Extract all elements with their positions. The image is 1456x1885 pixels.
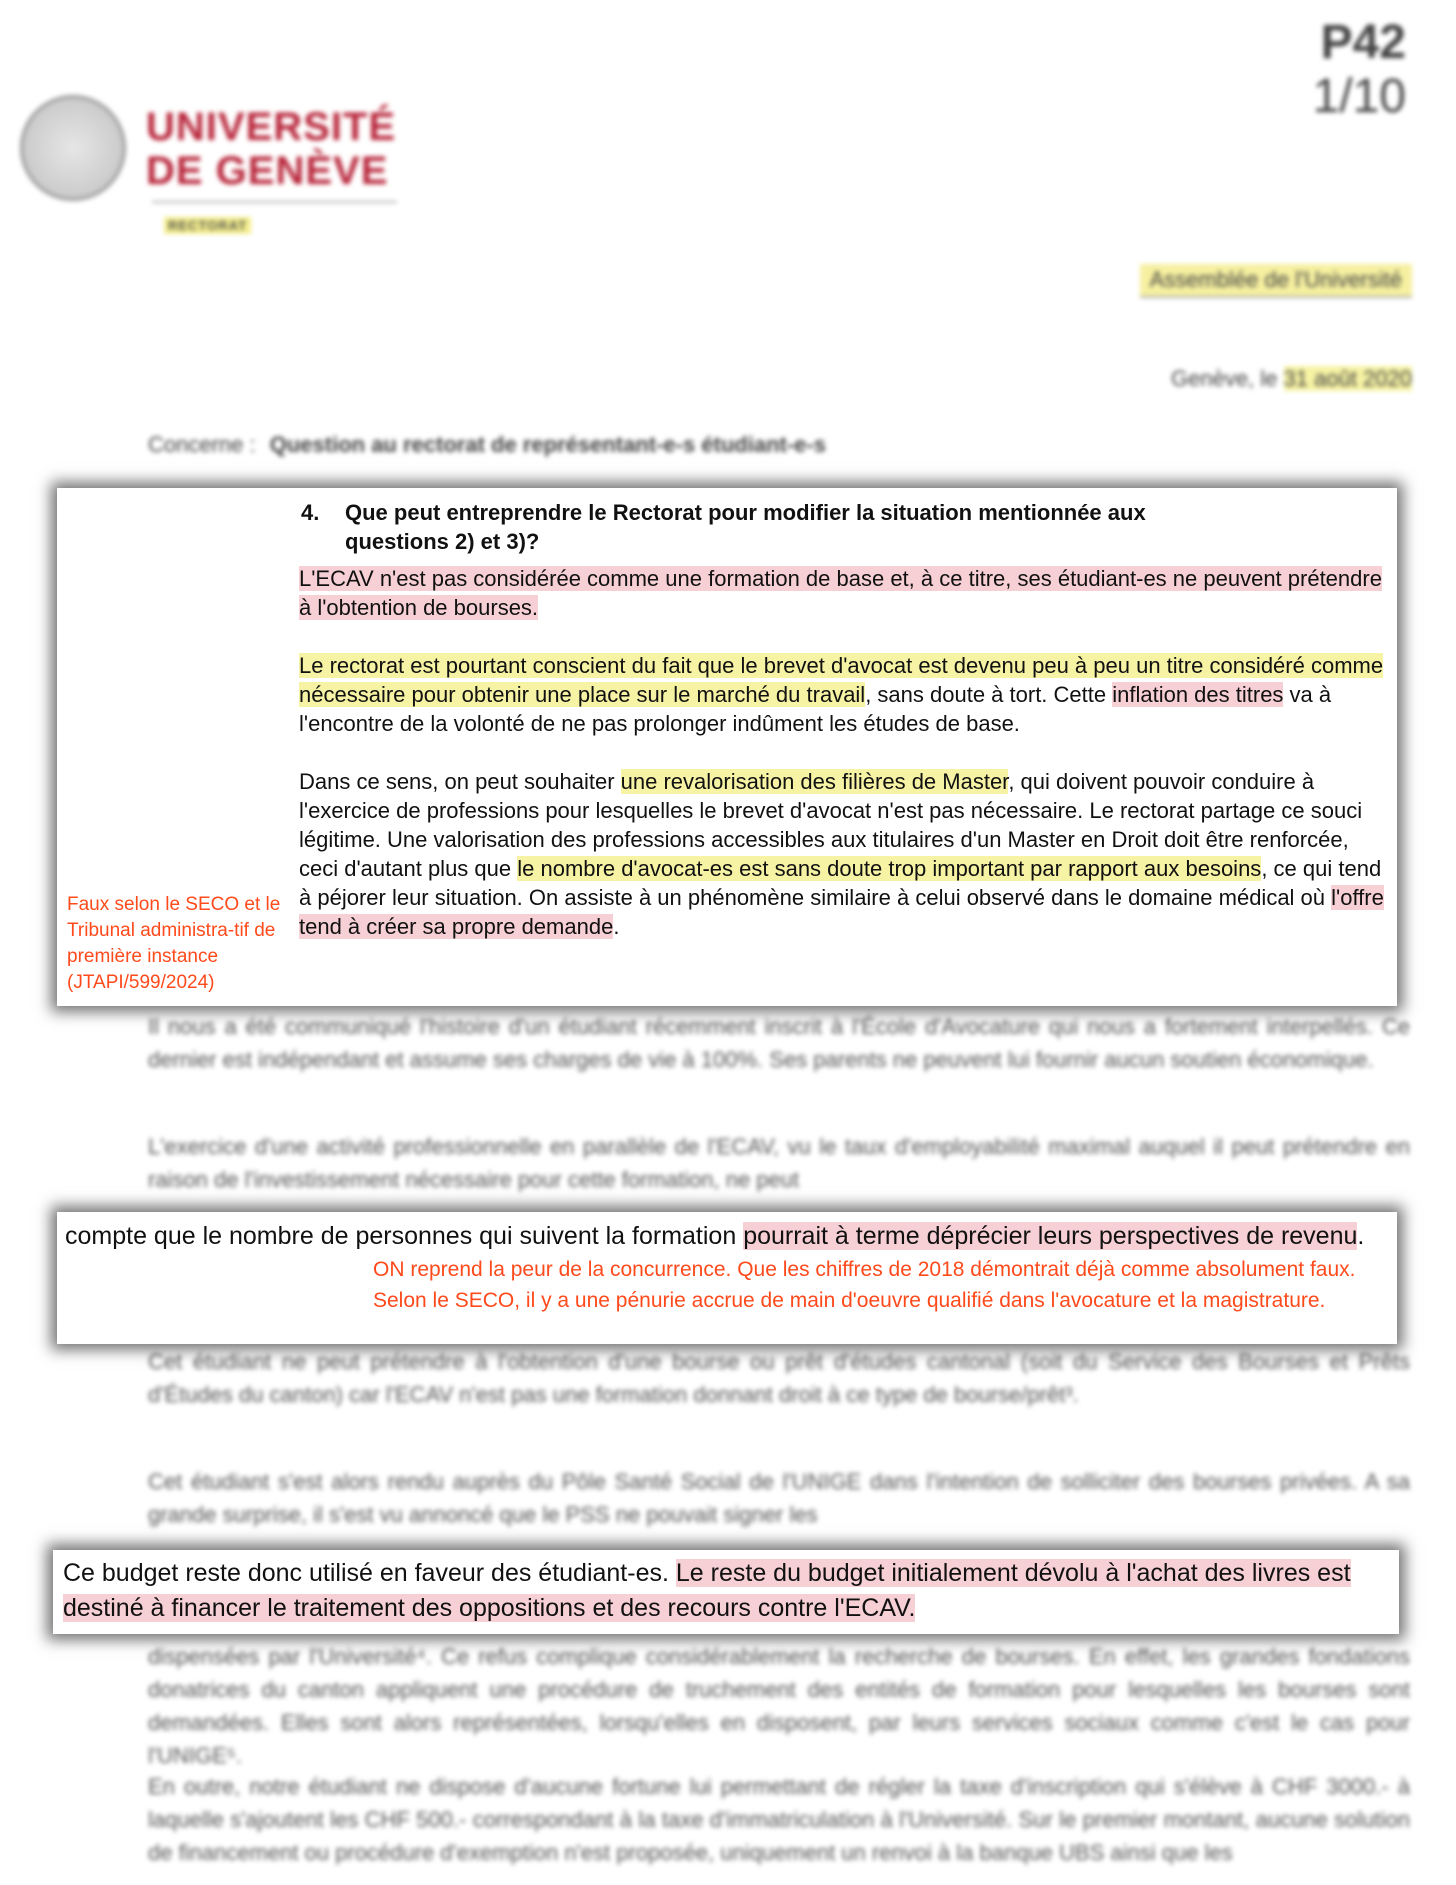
question-text: Que peut entreprendre le Rectorat pour modifier la situation mentionnée aux questions 2) et 3)?	[345, 500, 1146, 554]
date-line	[1171, 366, 1412, 392]
question-title	[301, 498, 1185, 556]
excerpt-text: compte que le nombre de personnes qui suivent la formation pourrait à terme déprécier leurs perspectives de revenu.	[65, 1222, 1365, 1250]
logo-divider	[152, 201, 397, 203]
university-name: UNIVERSITÉ DE GENÈVE	[146, 105, 397, 193]
highlight-pink: L'ECAV n'est pas considérée comme une formation de base et, à ce titre, ses étudiant-es ne peuvent prétendre à l'obtention de bourses.	[299, 566, 1382, 620]
inline-annotation: ON reprend la peur de la concurrence. Que les chiffres de 2018 démontrait déjà comme absolument faux. Selon le SECO, il y a une pénurie accrue de main d'oeuvre qualifié dans l'avocature et la magistrature.	[373, 1258, 1356, 1312]
answer-paragraph-3: Dans ce sens, on peut souhaiter une revalorisation des filières de Master, qui doivent pouvoir conduire à l'exercice de professions pour lesquelles le brevet d'avocat n'est pas nécessaire. Le rectorat partage ce souci légitime. Une valorisation des professions accessibles aux titulaires d'un Master en Droit doit être renforcée, ceci d'autant plus que le nombre d'avocat-es est sans doute trop important par rapport aux besoins, ce qui tend à péjorer leur situation. On assiste à un phénomène similaire à celui observé dans le domaine médical où l'offre tend à créer sa propre demande.	[299, 769, 1384, 939]
highlight-yellow: le nombre d'avocat-es est sans doute trop important par rapport aux besoins	[517, 856, 1262, 881]
highlight-pink: pourrait à terme déprécier leurs perspectives de revenu	[743, 1222, 1358, 1250]
date-prefix: Genève, le	[1171, 366, 1278, 391]
excerpt-budget	[53, 1550, 1399, 1634]
excerpt-text: Ce budget reste donc utilisé en faveur des étudiant-es. Le reste du budget initialement dévolu à l'achat des livres est destiné à financer le traitement des oppositions et des recours contre l'ECAV.	[63, 1559, 1351, 1622]
excerpt-revenue	[57, 1212, 1397, 1344]
question-number: 4.	[301, 500, 320, 525]
margin-annotation: Faux selon le SECO et le Tribunal administra-tif de première instance (JTAPI/599/2024)	[67, 894, 281, 993]
background-paragraph: Cet étudiant s'est alors rendu auprès du Pôle Santé Social de l'UNIGE dans l'intention de solliciter des bourses privées. A sa grande surprise, il s'est vu annoncé que le PSS ne pouvait signer les	[148, 1469, 1410, 1527]
answer-paragraph-1	[299, 564, 1389, 622]
answer-body	[299, 564, 1389, 970]
page-code	[1313, 16, 1406, 124]
background-paragraph: Il nous a été communiqué l'histoire d'un étudiant récemment inscrit à l'École d'Avocature qui nous a fortement interpellés. Ce dernier est indépendant et assume ses charges de vie à 100%. Ses parents ne peuvent lui fournir aucun soutien économique.	[148, 1014, 1410, 1072]
highlight-pink: l'offre tend à créer sa propre demande	[299, 885, 1384, 939]
university-seal-icon	[20, 95, 126, 201]
highlight-pink: inflation des titres	[1112, 682, 1284, 707]
concerne-label: Concerne :	[148, 432, 256, 457]
background-paragraph: En outre, notre étudiant ne dispose d'aucune fortune lui permettant de régler la taxe d'inscription qui s'élève à CHF 3000.- à laquelle s'ajoutent les CHF 500.- correspondant à la taxe d'immatriculation à l'Université. Sur le premier montant, aucune solution de financement ou procédure d'exemption n'est proposée, uniquement un renvoi à la banque UBS ainsi que les	[148, 1774, 1410, 1865]
excerpt-question-4	[57, 488, 1397, 1006]
background-paragraph: dispensées par l'Université⁴. Ce refus complique considérablement la recherche de bourses. En effet, les grandes fondations donatrices du canton appliquent une procédure de truchement des entités de formation pour lesquelles les bourses sont demandées. Elles sont alors représentées, lorsqu'elles en disposent, par leurs services sociaux comme c'est le cas pour l'UNIGE⁵.	[148, 1644, 1410, 1768]
highlight-pink: Le reste du budget initialement dévolu à l'achat des livres est destiné à financer le traitement des oppositions et des recours contre l'ECAV.	[63, 1559, 1351, 1622]
answer-paragraph-2: Le rectorat est pourtant conscient du fait que le brevet d'avocat est devenu peu à peu un titre considéré comme nécessaire pour obtenir une place sur le marché du travail, sans doute à tort. Cette inflation des titres va à l'encontre de la volonté de ne pas prolonger indûment les études de base.	[299, 653, 1384, 736]
highlight-yellow: Le rectorat est pourtant conscient du fait que le brevet d'avocat est devenu peu à peu un titre considéré comme nécessaire pour obtenir une place sur le marché du travail	[299, 653, 1384, 707]
concerne-line	[148, 432, 826, 458]
highlight-yellow: une revalorisation des filières de Master	[620, 769, 1009, 794]
background-paragraph: L'exercice d'une activité professionnelle en parallèle de l'ECAV, vu le taux d'employabilité maximal auquel il peut prétendre en raison de l'investissement nécessaire pour cette formation, ne peut	[148, 1134, 1410, 1192]
date-value: 31 août 2020	[1283, 366, 1412, 391]
document-code: P42	[1320, 16, 1406, 69]
department-label: RECTORAT	[164, 217, 251, 234]
background-paragraph: Cet étudiant ne peut prétendre à l'obtention d'une bourse ou prêt d'études cantonal (soit du Service des Bourses et Prêts d'Études du canton) car l'ECAV n'est pas une formation donnant droit à ce type de bourse/prêt³.	[148, 1349, 1410, 1407]
page-number: 1/10	[1312, 70, 1406, 123]
concerne-subject: Question au rectorat de représentant-e-s étudiant-e-s	[269, 432, 826, 457]
recipient: Assemblée de l'Université	[1140, 264, 1412, 298]
